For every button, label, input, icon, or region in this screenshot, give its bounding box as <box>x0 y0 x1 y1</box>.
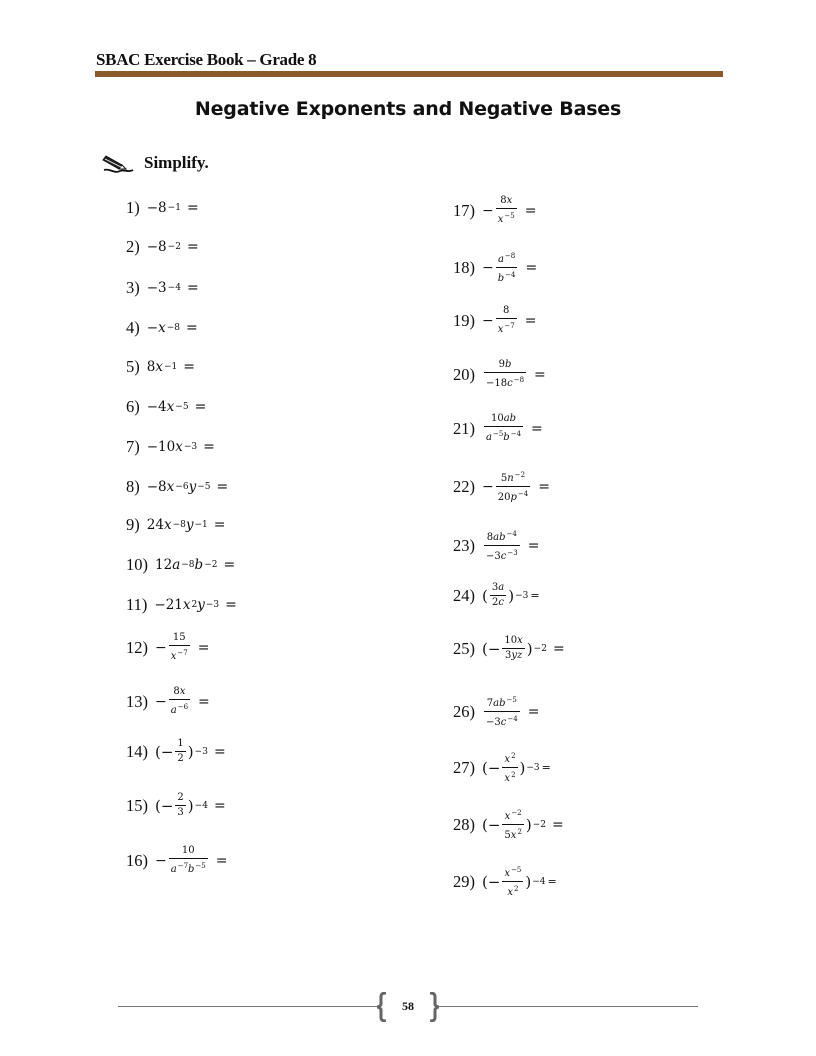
problem-15: 15) (− 2 3 ) −4 = <box>126 792 226 818</box>
problem-23: 23) $8ab^{-4}$ $-3c^{-3}$ = <box>453 530 540 562</box>
problem-20: 20) 9b $-18c^{-8}$ = <box>453 359 546 389</box>
problem-2: 2) −8 −2 = <box>126 237 199 256</box>
problem-22: 22) − $5n^{-2}$ $20p^{-4}$ = <box>453 471 550 503</box>
page-number: 58 <box>402 999 414 1013</box>
problem-24: 24) ( 3a 2c ) −3 = <box>453 582 540 608</box>
problem-21: 21) 10ab $a^{-5}b^{-4}$ = <box>453 413 543 443</box>
problem-1: 1) −8 −1 = <box>126 198 199 217</box>
problem-25: 25) (− 10x 3yz ) −2 = <box>453 635 565 661</box>
problem-4: 4) − x −8 = <box>126 318 198 337</box>
footer-rule-right <box>438 1006 698 1007</box>
problem-3: 3) −3 −4 = <box>126 278 199 297</box>
problem-10: 10) 12 a −8 b −2 = <box>126 555 236 574</box>
problem-11: 11) −21 x 2 y −3 = <box>126 595 237 614</box>
problem-17: 17) − 8x $x^{-5}$ = <box>453 195 537 225</box>
problem-12: 12) − 15 $x^{-7}$ = <box>126 632 210 662</box>
problem-8: 8) −8 x −6 y −5 = <box>126 477 229 496</box>
problem-29: 29) (− $x^{-5}$ $x^2$ ) −4 = <box>453 866 557 898</box>
problem-26: 26) $7ab^{-5}$ $-3c^{-4}$ = <box>453 696 540 728</box>
problem-13: 13) − 8x $a^{-6}$ = <box>126 686 210 716</box>
page-title: Negative Exponents and Negative Bases <box>194 98 622 120</box>
problem-19: 19) − 8 $x^{-7}$ = <box>453 305 537 335</box>
problem-7: 7) −10 x −3 = <box>126 437 215 456</box>
problem-9: 9) 24 x −8 y −1 = <box>126 515 226 534</box>
book-title: SBAC Exercise Book – Grade 8 <box>96 50 317 69</box>
left-bracket-icon <box>376 992 388 1022</box>
instruction <box>102 150 209 176</box>
right-bracket-icon <box>428 992 440 1022</box>
pencil-writing-icon <box>102 150 136 176</box>
problem-18: 18) − $a^{-8}$ $b^{-4}$ = <box>453 252 538 284</box>
problem-28: 28) (− $x^{-2}$ $5x^2$ ) −2 = <box>453 809 564 841</box>
problem-5: 5) 8 x −1 = <box>126 357 195 376</box>
footer-rule-left <box>118 1006 378 1007</box>
problem-27: 27) (− $x^2$ $x^2$ ) −3 = <box>453 752 551 784</box>
problem-6: 6) −4 x −5 = <box>126 397 207 416</box>
header-rule <box>95 71 723 77</box>
problem-16: 16) − 10 $a^{-7}b^{-5}$ = <box>126 845 228 875</box>
instruction-text: Simplify. <box>144 153 209 172</box>
problem-14: 14) (− 1 2 ) −3 = <box>126 738 226 764</box>
